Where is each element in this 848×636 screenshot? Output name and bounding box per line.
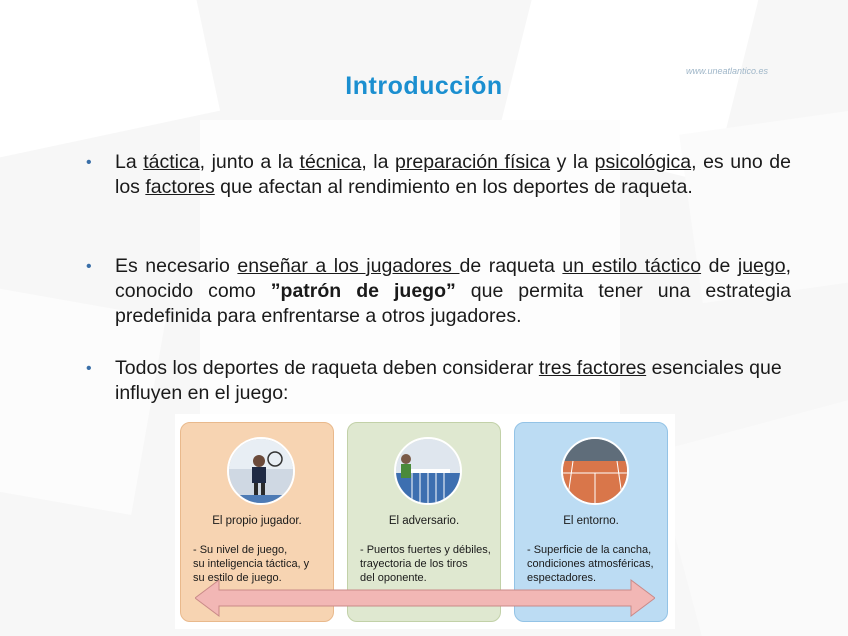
factor-title: El propio jugador. [212, 515, 302, 527]
bullet-text: Todos los deportes de raqueta deben considerar [115, 357, 539, 379]
three-factors-figure [175, 414, 675, 629]
bullet-text: que permita tener una estrategia predefinida para enfrentarse a otros jugadores. [115, 280, 792, 327]
bullet-text: de raqueta [459, 255, 563, 277]
factor-description: - Puertos fuertes y débiles, trayectoria de los tiros del oponente. [360, 544, 491, 584]
underlined-term: preparación física [395, 151, 551, 173]
bullet-text: , conocido como [115, 255, 791, 302]
underlined-term: enseñar a los jugadores [237, 255, 460, 277]
bullet-dot-icon: • [86, 258, 92, 275]
underlined-term: juego [737, 255, 786, 277]
bullet-text: esenciales que influyen en el juego: [115, 357, 782, 404]
player-photo [227, 437, 295, 505]
bullet-item [86, 356, 791, 406]
slide-title: Introducción [345, 72, 503, 100]
bullet-dot-icon: • [86, 154, 92, 171]
underlined-term: técnica [299, 151, 362, 173]
bullet-text: Es necesario [115, 255, 238, 277]
bullet-text: de [701, 255, 738, 277]
bullet-item [86, 254, 791, 329]
bullet-text: La [115, 151, 144, 173]
opponent-photo [394, 437, 462, 505]
bullet-text: y la [550, 151, 595, 173]
bold-term: ”patrón de juego” [270, 280, 456, 302]
underlined-term: tres factores [538, 357, 647, 379]
bullet-text: que afectan al rendimiento en los deportes de raqueta. [214, 176, 693, 198]
underlined-term: un estilo táctico [562, 255, 702, 277]
bullet-dot-icon: • [86, 360, 92, 377]
double-arrow-icon [195, 578, 655, 618]
factor-description: - Superficie de la cancha, condiciones atmosféricas, espectadores. [527, 544, 654, 584]
underlined-term: factores [145, 176, 215, 198]
environment-photo [561, 437, 629, 505]
site-watermark: www.uneatlantico.es [686, 66, 769, 76]
factor-description: - Su nivel de juego, su inteligencia táctica, y su estilo de juego. [193, 544, 310, 584]
bullet-item [86, 150, 791, 200]
bullet-text: , es uno de los [115, 151, 792, 198]
underlined-term: táctica [143, 151, 200, 173]
factor-title: El entorno. [563, 515, 619, 527]
factor-title: El adversario. [388, 515, 460, 527]
bullet-text: , la [361, 151, 396, 173]
underlined-term: psicológica [594, 151, 692, 173]
bullet-text: , junto a la [199, 151, 300, 173]
